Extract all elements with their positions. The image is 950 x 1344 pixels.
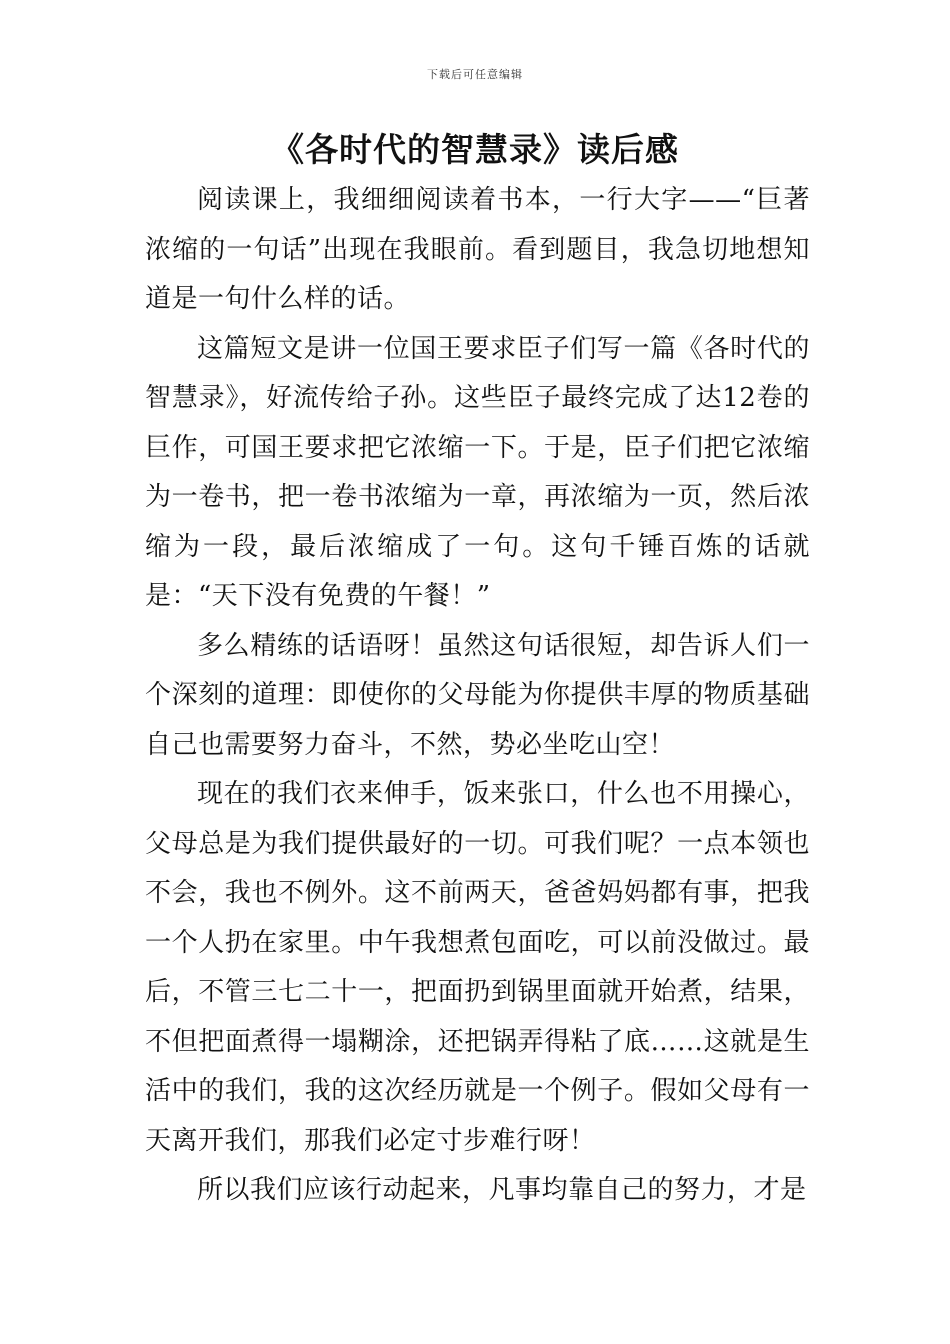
paragraph-1: 阅读课上，我细细阅读着书本，一行大字——“巨著浓缩的一句话”出现在我眼前。看到题目，我急切地想知道是一句什么样的话。 <box>145 185 810 314</box>
document-title: 《各时代的智慧录》读后感 <box>271 130 679 169</box>
paragraph-3: 多么精练的话语呀！虽然这句话很短，却告诉人们一个深刻的道理：即使你的父母能为你提供丰厚的物质基础自己也需要努力奋斗，不然，势必坐吃山空！ <box>145 630 810 760</box>
header-note: 下载后可任意编辑 <box>427 68 523 81</box>
document-body <box>145 176 810 1216</box>
paragraph-2: 这篇短文是讲一位国王要求臣子们写一篇《各时代的智慧录》，好流传给子孙。这些臣子最终完成了达12卷的巨作，可国王要求把它浓缩一下。于是，臣子们把它浓缩为一卷书，把一卷书浓缩为一章，再浓缩为一页，然后浓缩为一段，最后浓缩成了一句。这句千锤百炼的话就是：“天下没有免费的午餐！” <box>145 333 810 611</box>
paragraph-4: 现在的我们衣来伸手，饭来张口，什么也不用操心，父母总是为我们提供最好的一切。可我们呢？一点本领也不会，我也不例外。这不前两天，爸爸妈妈都有事，把我一个人扔在家里。中午我想煮包面吃，可以前没做过。最后，不管三七二十一，把面扔到锅里面就开始煮，结果，不但把面煮得一塌糊涂，还把锅弄得粘了底……这就是生活中的我们，我的这次经历就是一个例子。假如父母有一天离开我们，那我们必定寸步难行呀！ <box>145 779 810 1156</box>
paragraph-5: 所以我们应该行动起来，凡事均靠自己的努力，才是 <box>197 1175 807 1205</box>
